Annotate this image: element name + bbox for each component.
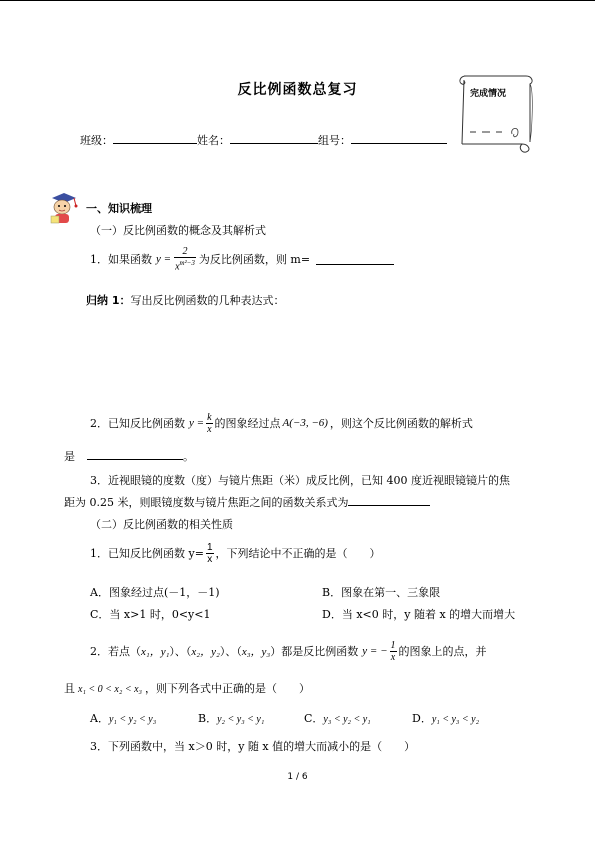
mc-2-option-d[interactable]: [412, 710, 479, 726]
denominator: x: [207, 423, 212, 435]
question-2-line-2: [64, 448, 194, 464]
subsection-2-title: （二）反比例函数的相关性质: [90, 518, 233, 531]
mc-2-text: 2．若点（: [90, 645, 141, 658]
summary-1: [86, 292, 284, 308]
mc-1-option-a[interactable]: A．图象经过点(－1，－1): [90, 586, 220, 599]
student-cartoon-icon: [46, 190, 82, 226]
mc-2-line-2-tail: ，则下列各式中正确的是（ ）: [145, 682, 310, 695]
point-a: A(−3, −6): [282, 417, 328, 429]
page-number: 1 / 6: [287, 772, 308, 782]
badge-label: 完成情况: [470, 89, 507, 99]
numerator: 2: [182, 245, 188, 257]
group-label: 组号：: [318, 134, 351, 147]
option-label: B．: [198, 712, 218, 725]
mc-1-option-c[interactable]: C．当 x>1 时，0<y<1: [90, 608, 211, 621]
group-field[interactable]: [351, 132, 447, 144]
separator-1: ）、（: [169, 645, 192, 658]
mc-2-option-a[interactable]: [90, 710, 156, 726]
function-lhs: y = −: [362, 645, 388, 657]
function-lhs: y =: [189, 417, 205, 429]
option-value: y₃ < y₂ < y₁: [323, 714, 371, 725]
numerator: k: [207, 411, 212, 423]
fraction: [390, 640, 397, 663]
mc-2-tail: 的图象上的点，并: [398, 645, 487, 658]
denominator-exponent: m²−3: [179, 258, 195, 267]
denominator: [174, 257, 196, 272]
numerator: 1: [390, 639, 396, 651]
question-1-text: 1．如果函数: [90, 253, 152, 266]
question-2-period: 。: [183, 450, 194, 463]
mc-2-mid: ）都是反比例函数: [270, 645, 359, 658]
page-title: 反比例函数总复习: [237, 82, 358, 98]
option-value: y₁ < y₃ < y₂: [431, 714, 480, 725]
question-3-line-2-text: 距为 0.25 米，则眼镜度数与镜片焦距之间的函数关系式为: [64, 496, 349, 509]
name-label: 姓名：: [197, 134, 230, 147]
mc-1-tail: ，下列结论中不正确的是（ ）: [215, 547, 381, 560]
subsection-1-title: （一）反比例函数的概念及其解析式: [90, 224, 266, 237]
option-label: C．: [304, 712, 324, 725]
numerator: 1: [206, 541, 213, 553]
mc-2-line-2: [64, 680, 310, 696]
question-2-mid: 的图象经过点: [214, 417, 281, 430]
class-label: 班级：: [80, 134, 113, 147]
question-2: [90, 408, 473, 438]
answer-blank-m[interactable]: [316, 253, 394, 265]
point-3: x₃，y₃: [241, 646, 271, 658]
answer-blank-relation[interactable]: [348, 494, 430, 506]
completion-scroll-badge: [452, 70, 536, 154]
summary-label: 归纳 1：: [86, 294, 131, 307]
option-label: A．: [90, 712, 109, 725]
condition: x₁ < 0 < x₂ < x₃: [78, 684, 142, 695]
name-field[interactable]: [230, 132, 318, 144]
scroll-icon: [452, 70, 536, 154]
option-value: y₁ < y₂ < y₃: [108, 714, 157, 725]
separator-2: ）、（: [219, 645, 242, 658]
fraction: [206, 412, 212, 435]
mc-2-option-b[interactable]: [198, 710, 264, 726]
mc-question-3: 3．下列函数中，当 x＞0 时，y 随 x 值的增大而减小的是（ ）: [90, 740, 416, 753]
point-2: x₂，y₂: [191, 646, 220, 658]
fraction: [206, 542, 214, 565]
question-2-line-2-pre: 是: [64, 450, 75, 463]
question-2-text: 2．已知反比例函数: [90, 417, 185, 430]
question-3-line-1: 3．近视眼镜的度数（度）与镜片焦距（米）成反比例，已知 400 度近视眼镜镜片的焦: [90, 474, 510, 487]
mc-2-option-c[interactable]: [304, 710, 371, 726]
summary-text: 写出反比例函数的几种表达式：: [130, 294, 285, 307]
top-rule: [0, 0, 595, 1]
option-value: y₂ < y₃ < y₁: [217, 714, 265, 725]
answer-blank-expression[interactable]: [87, 448, 183, 460]
denominator: x: [207, 553, 213, 565]
denominator: x: [390, 651, 396, 663]
question-3-line-2: [64, 494, 430, 510]
point-1: x₁，y₁: [141, 646, 170, 658]
question-2-tail: ，则这个反比例函数的解析式: [329, 417, 473, 430]
mc-2-line-2-pre: 且: [64, 682, 75, 695]
option-label: D．: [412, 712, 432, 725]
question-1-tail: 为反比例函数，则 m=: [198, 253, 311, 266]
mc-question-2: [90, 634, 487, 668]
student-info-line: [80, 132, 447, 148]
class-field[interactable]: [113, 132, 197, 144]
fraction: [174, 246, 196, 272]
mc-1-option-d[interactable]: D．当 x<0 时，y 随着 x 的增大而增大: [322, 608, 516, 621]
mc-1-option-b[interactable]: B．图象在第一、三象限: [322, 586, 441, 599]
function-lhs: y =: [156, 253, 172, 265]
mc-question-1: [90, 538, 381, 568]
mc-1-text: 1．已知反比例函数 y=: [90, 547, 204, 560]
section-heading: 一、知识梳理: [86, 202, 152, 215]
denominator-base: x: [175, 261, 180, 273]
question-1: [90, 244, 394, 274]
